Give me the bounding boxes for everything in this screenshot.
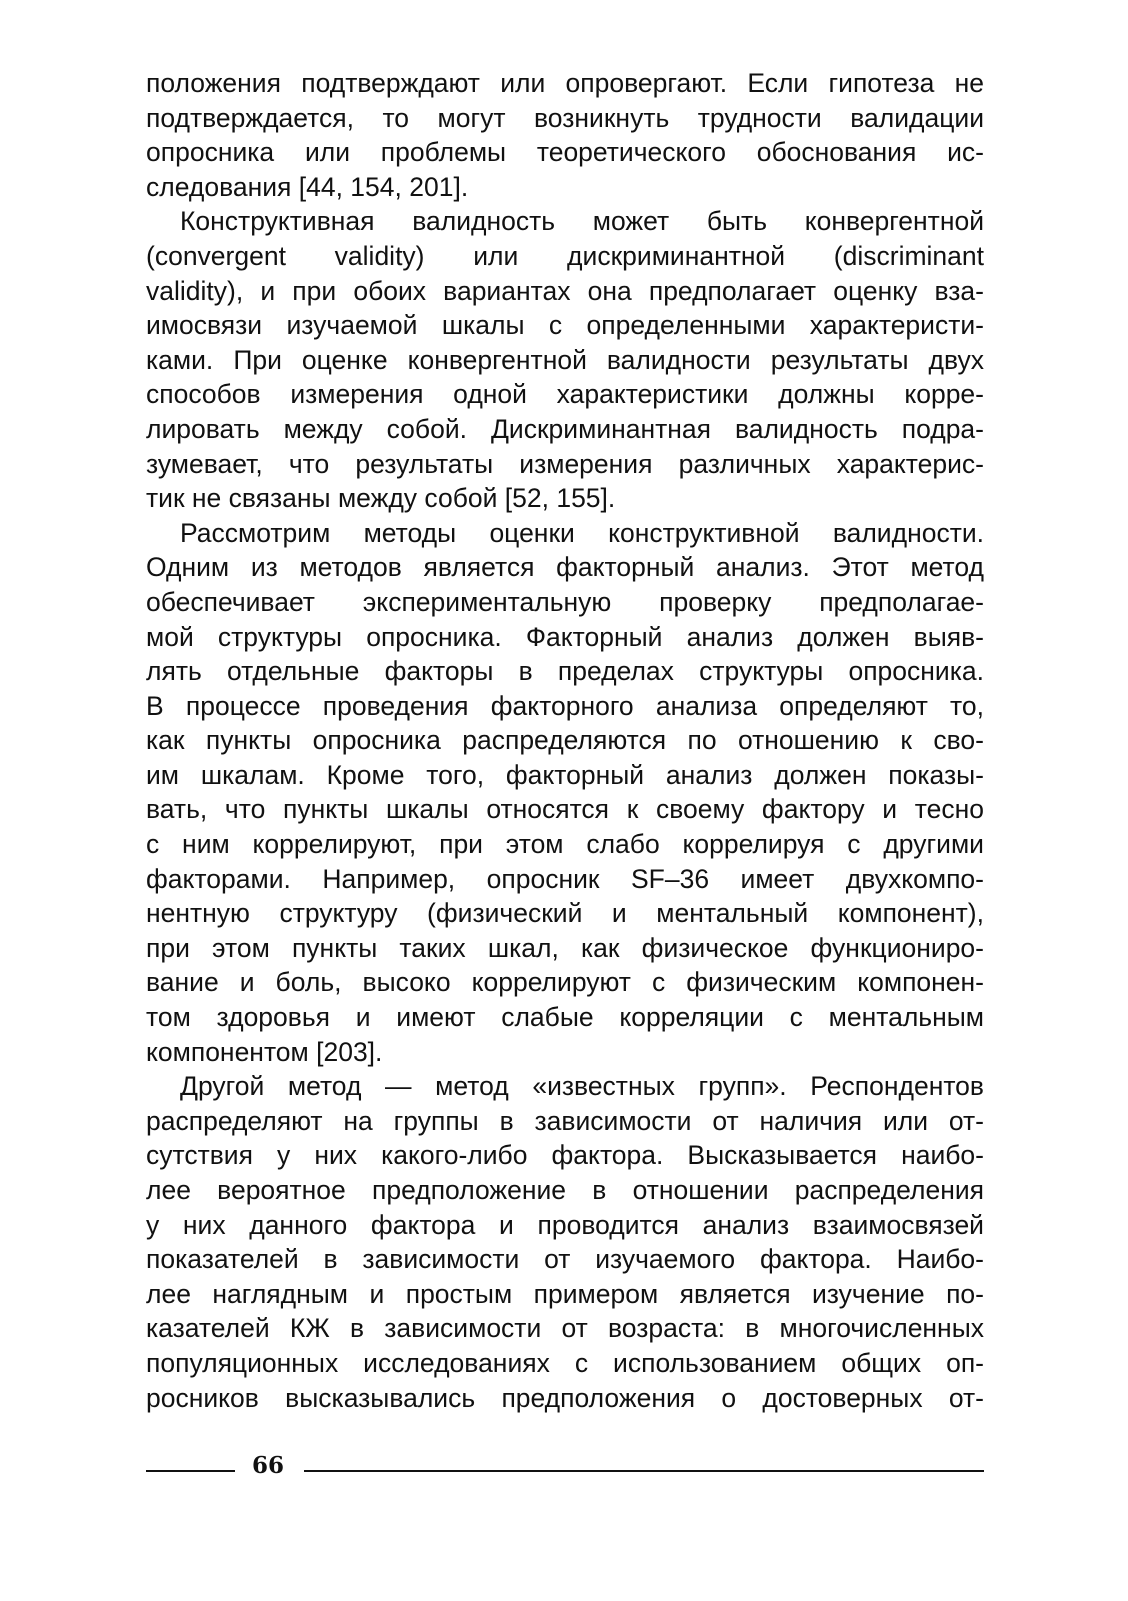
text-line: Другой метод — метод «известных групп». Респондентов <box>180 1071 984 1102</box>
text-line: у них данного фактора и проводится анализ взаимосвязей <box>146 1209 984 1240</box>
text-line: казателей КЖ в зависимости от возраста: в многочисленных <box>146 1313 984 1344</box>
text-line: росников высказывались предположения о достоверных от- <box>146 1382 984 1413</box>
text-line: способов измерения одной характеристики должны корре- <box>146 379 984 410</box>
text-line: подтверждается, то могут возникнуть трудности валидации <box>146 102 984 133</box>
text-line: обеспечивает экспериментальную проверку предполагае- <box>146 586 984 617</box>
text-line: ками. При оценке конвергентной валидности результаты двух <box>146 344 984 375</box>
text-line: том здоровья и имеют слабые корреляции с ментальным <box>146 1002 984 1033</box>
page-footer <box>146 1452 984 1482</box>
text-line: тик не связаны между собой [52, 155]. <box>146 483 616 514</box>
text-line: опросника или проблемы теоретического обоснования ис- <box>146 137 984 168</box>
footer-rule-right <box>304 1470 984 1472</box>
text-line: лять отдельные факторы в пределах структуры опросника. <box>146 656 984 687</box>
text-line: популяционных исследованиях с использованием общих оп- <box>146 1347 984 1378</box>
text-line: вать, что пункты шкалы относятся к своему фактору и тесно <box>146 794 984 825</box>
text-line: Конструктивная валидность может быть конвергентной <box>180 206 984 237</box>
text-line: Рассмотрим методы оценки конструктивной валидности. <box>180 517 984 548</box>
text-line: распределяют на группы в зависимости от наличия или от- <box>146 1105 984 1136</box>
text-line: имосвязи изучаемой шкалы с определенными характеристи- <box>146 310 984 341</box>
text-line: Одним из методов является факторный анализ. Этот метод <box>146 552 984 583</box>
footer-rule-left <box>146 1470 235 1472</box>
text-line: при этом пункты таких шкал, как физическое функциониро- <box>146 932 984 963</box>
text-line: положения подтверждают или опровергают. Если гипотеза не <box>146 68 984 98</box>
text-line: им шкалам. Кроме того, факторный анализ должен показы- <box>146 759 984 790</box>
text-line: как пункты опросника распределяются по отношению к сво- <box>146 725 984 756</box>
text-line: (convergent validity) или дискриминантной (discriminant <box>146 240 984 271</box>
text-line: факторами. Например, опросник SF–36 имеет двухкомпо- <box>146 863 984 894</box>
text-line: вание и боль, высоко коррелируют с физическим компонен- <box>146 967 984 998</box>
text-line: лее наглядным и простым примером является изучение по- <box>146 1278 984 1309</box>
text-line: сутствия у них какого-либо фактора. Высказывается наибо- <box>146 1140 984 1171</box>
text-line: следования [44, 154, 201]. <box>146 171 469 202</box>
text-line: компонентом [203]. <box>146 1036 383 1067</box>
text-line: показателей в зависимости от изучаемого фактора. Наибо- <box>146 1244 984 1275</box>
text-line: нентную структуру (физический и ментальный компонент), <box>146 898 984 929</box>
text-line: мой структуры опросника. Факторный анализ должен выяв- <box>146 621 984 652</box>
page-body-text <box>146 66 984 1415</box>
text-line: зумевает, что результаты измерения различных характерис- <box>146 448 984 479</box>
text-line: validity), и при обоих вариантах она предполагает оценку вза- <box>146 275 984 306</box>
text-line: В процессе проведения факторного анализа определяют то, <box>146 690 984 721</box>
text-line: с ним коррелируют, при этом слабо коррелируя с другими <box>146 829 984 860</box>
page-number: 66 <box>252 1452 285 1479</box>
text-line: лировать между собой. Дискриминантная валидность подра- <box>146 413 984 444</box>
text-line: лее вероятное предположение в отношении распределения <box>146 1175 984 1205</box>
